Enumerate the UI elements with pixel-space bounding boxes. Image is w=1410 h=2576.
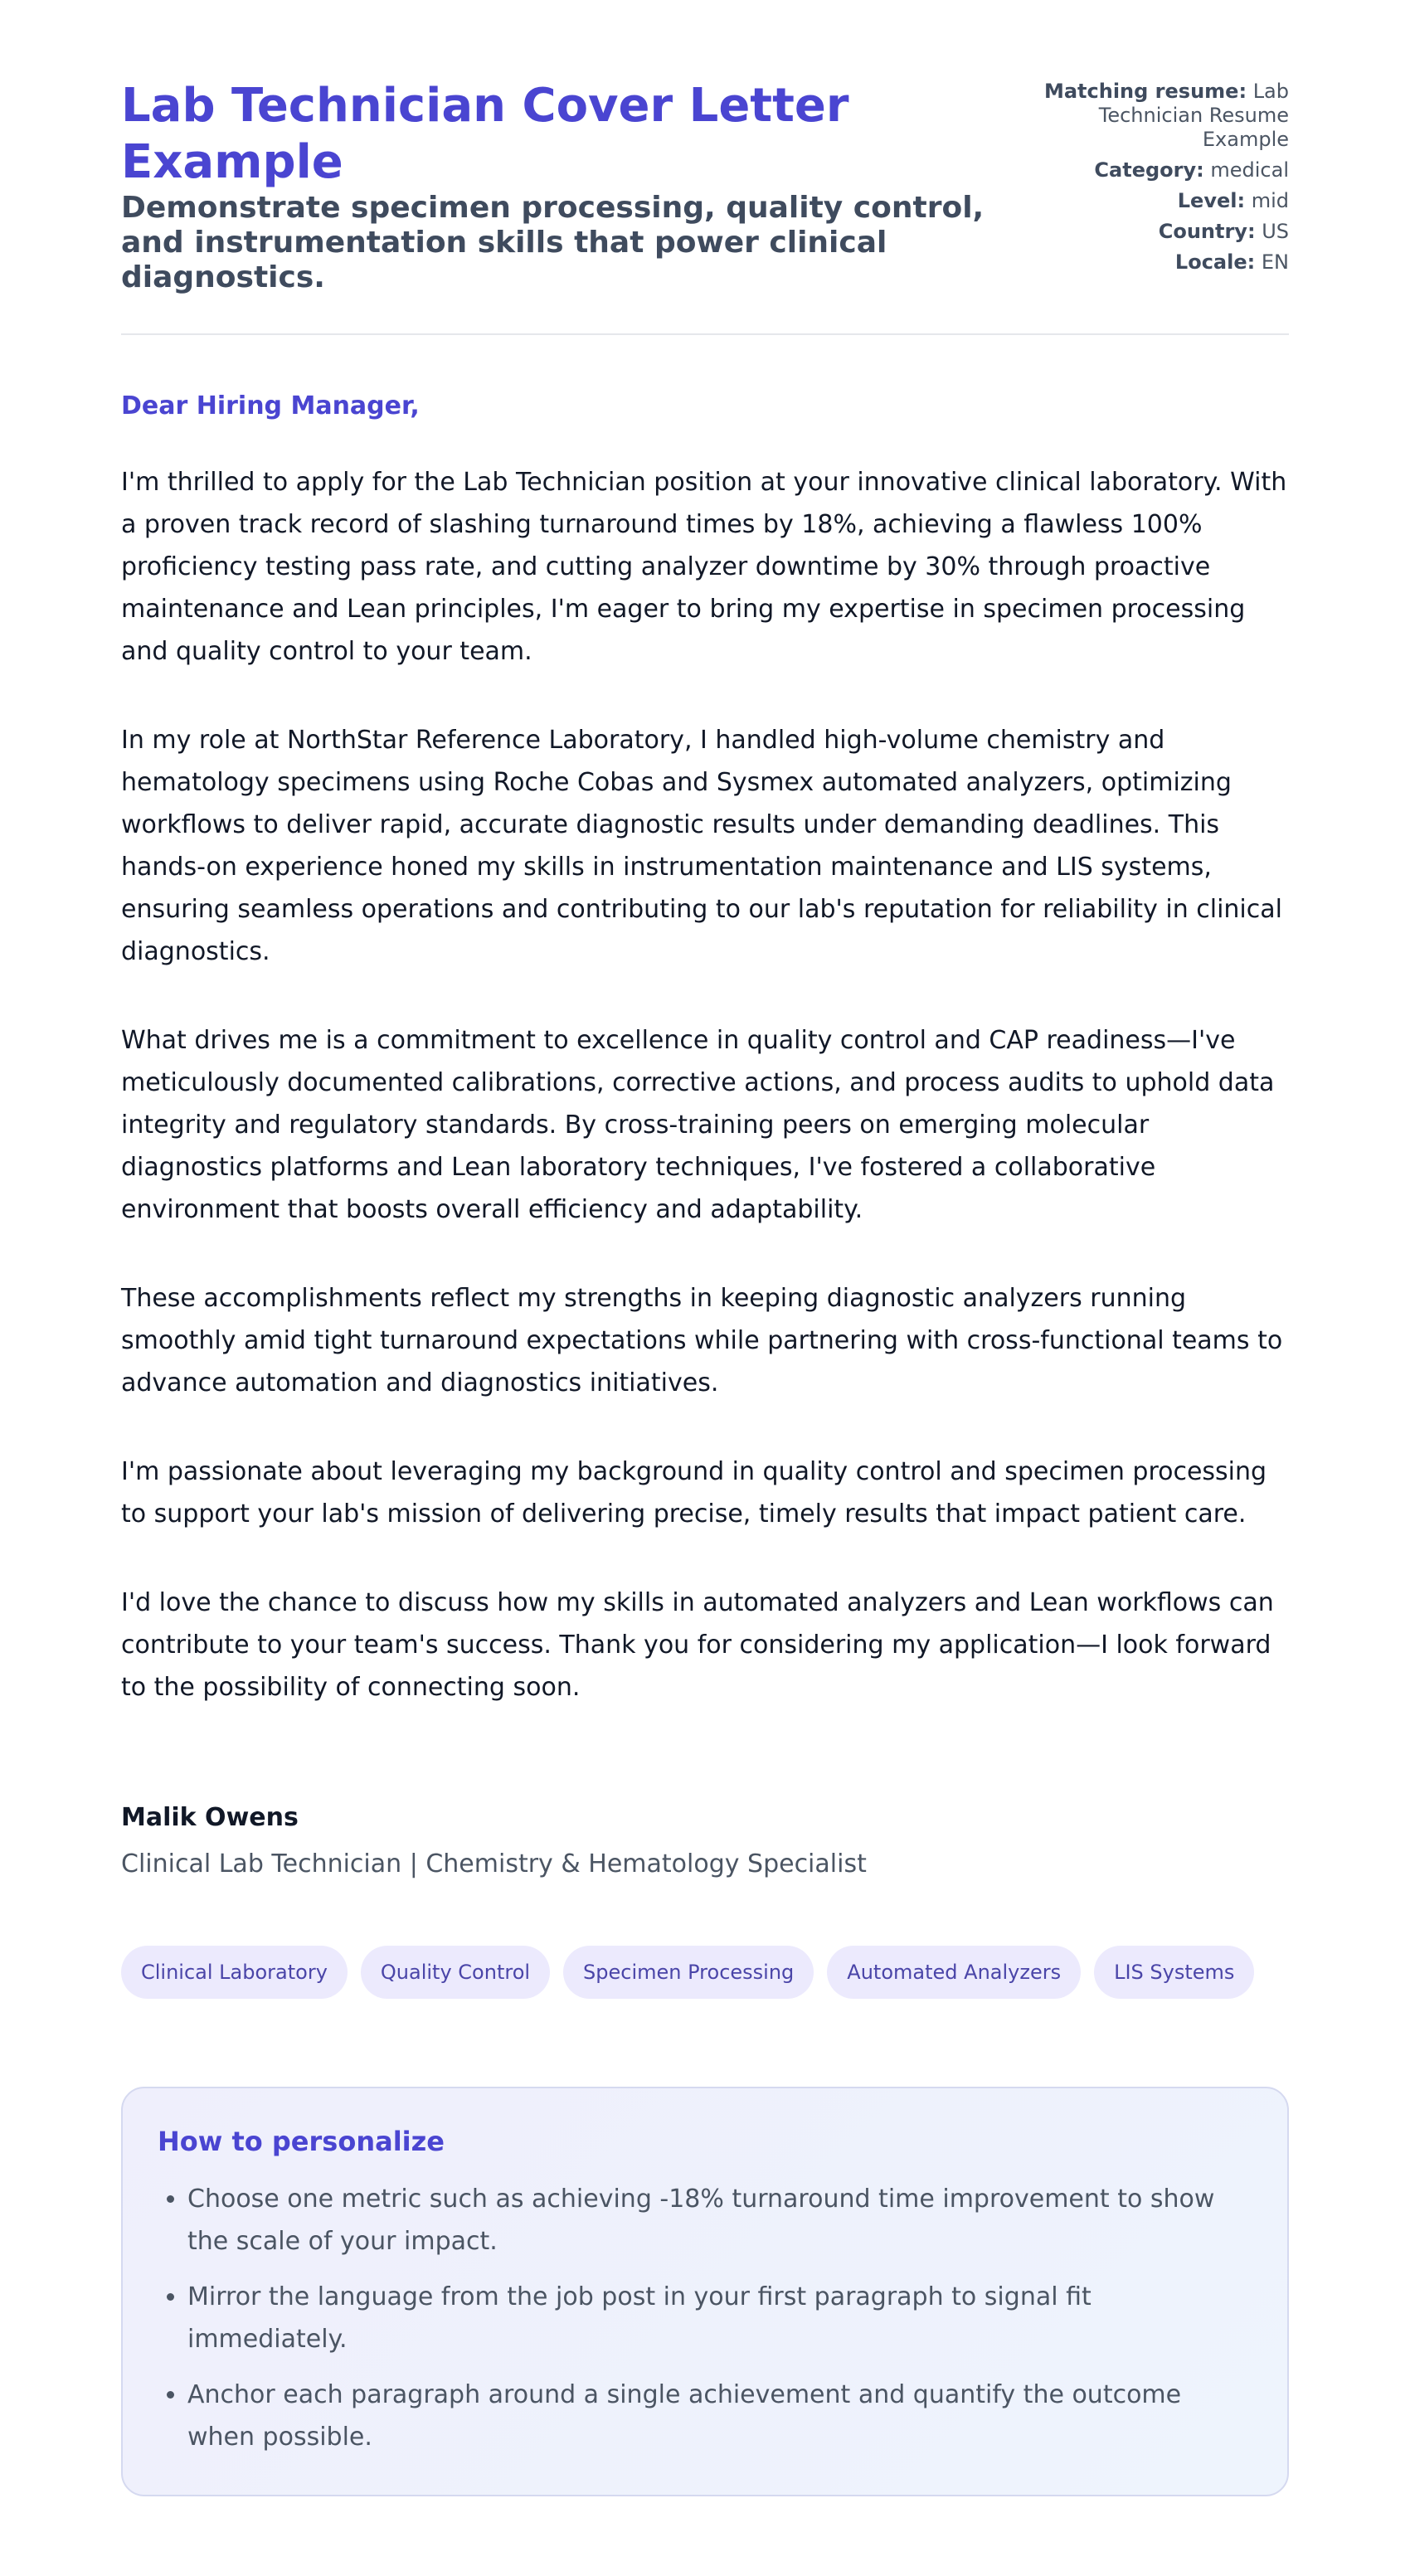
- meta-value: EN: [1261, 250, 1289, 274]
- meta-value: mid: [1251, 189, 1289, 212]
- tips-title: How to personalize: [158, 2126, 445, 2157]
- letter-paragraph: I'd love the chance to discuss how my skills in automated analyzers and Lean workflows can contribute to your team's success. Thank you for considering my application—I look forward to the possibility of connecting soon.: [121, 1588, 1274, 1702]
- letter-paragraph: In my role at NorthStar Reference Laboratory, I handled high-volume chemistry and hematology specimens using Roche Cobas and Sysmex automated analyzers, optimizing workflows to deliver rapid, accurate diagnostic results under demanding deadlines. This hands-on experience honed my skills in instrumentation maintenance and LIS systems, ensuring seamless operations and contributing to our lab's reputation for reliability in clinical diagnostics.: [121, 726, 1282, 966]
- meta-label: Matching resume:: [1043, 80, 1247, 103]
- letter-greeting: Dear Hiring Manager,: [121, 391, 420, 420]
- header-divider: [121, 333, 1289, 335]
- page-subtitle: Demonstrate specimen processing, quality control, and instrumentation skills that power clinical diagnostics.: [121, 191, 985, 294]
- meta-label: Category:: [1094, 158, 1204, 182]
- skill-tags: [121, 1946, 1289, 1999]
- letter-paragraph: I'm thrilled to apply for the Lab Technician position at your innovative clinical laboratory. With a proven track record of slashing turnaround times by 18%, achieving a flawless 100% proficiency testing pass rate, and cutting analyzer downtime by 30% through proactive maintenance and Lean principles, I'm eager to bring my expertise in specimen processing and quality control to your team.: [121, 468, 1287, 666]
- tips-list-item: • Mirror the language from the job post in your first paragraph to signal fit immediately.: [187, 2276, 1252, 2360]
- meta-label: Country:: [1158, 220, 1256, 243]
- meta-level: [1015, 189, 1289, 213]
- letter-body: [121, 390, 1289, 1708]
- tips-list: [158, 2178, 1252, 2458]
- skill-tag: Clinical Laboratory: [121, 1946, 348, 1999]
- tips-list-item: • Anchor each paragraph around a single achievement and quantify the outcome when possible.: [187, 2374, 1252, 2458]
- skill-tag: Quality Control: [361, 1946, 550, 1999]
- letter-paragraph: What drives me is a commitment to excellence in quality control and CAP readiness—I've meticulously documented calibrations, corrective actions, and process audits to uphold data integrity and regulatory standards. By cross-training peers on emerging molecular diagnostics platforms and Lean laboratory techniques, I've fostered a collaborative environment that boosts overall efficiency and adaptability.: [121, 1026, 1275, 1224]
- meta-country: [1015, 220, 1289, 244]
- skill-tag: Specimen Processing: [563, 1946, 814, 1999]
- meta-panel: [1015, 78, 1289, 281]
- meta-value: US: [1262, 220, 1289, 243]
- skill-tag: Automated Analyzers: [827, 1946, 1081, 1999]
- letter-paragraph: These accomplishments reflect my strengths in keeping diagnostic analyzers running smoothly amid tight turnaround expectations while partnering with cross-functional teams to advance automation and diagnostics initiatives.: [121, 1284, 1283, 1397]
- meta-label: Locale:: [1174, 250, 1256, 274]
- meta-value: medical: [1210, 158, 1289, 182]
- title-block: [121, 78, 1009, 295]
- meta-category: [1015, 158, 1289, 182]
- meta-matching-resume: [1015, 80, 1289, 152]
- signature-title: Clinical Lab Technician | Chemistry & Hematology Specialist: [121, 1849, 867, 1879]
- skill-tag: LIS Systems: [1094, 1946, 1254, 1999]
- signature-name: Malik Owens: [121, 1803, 299, 1832]
- personalize-tips-card: [121, 2087, 1289, 2496]
- page-title: Lab Technician Cover Letter Example: [121, 79, 849, 189]
- tips-list-item: • Choose one metric such as achieving -18% turnaround time improvement to show the scale of your impact.: [187, 2178, 1252, 2263]
- cover-letter-page: [121, 0, 1289, 2496]
- meta-value: Lab Technician Resume Example: [1098, 80, 1289, 151]
- meta-locale: [1015, 250, 1289, 275]
- letter-paragraph: I'm passionate about leveraging my background in quality control and specimen processing to support your lab's mission of delivering precise, timely results that impact patient care.: [121, 1457, 1267, 1529]
- meta-label: Level:: [1177, 189, 1246, 212]
- signature-block: [121, 1801, 1289, 1881]
- page-header: [121, 78, 1289, 295]
